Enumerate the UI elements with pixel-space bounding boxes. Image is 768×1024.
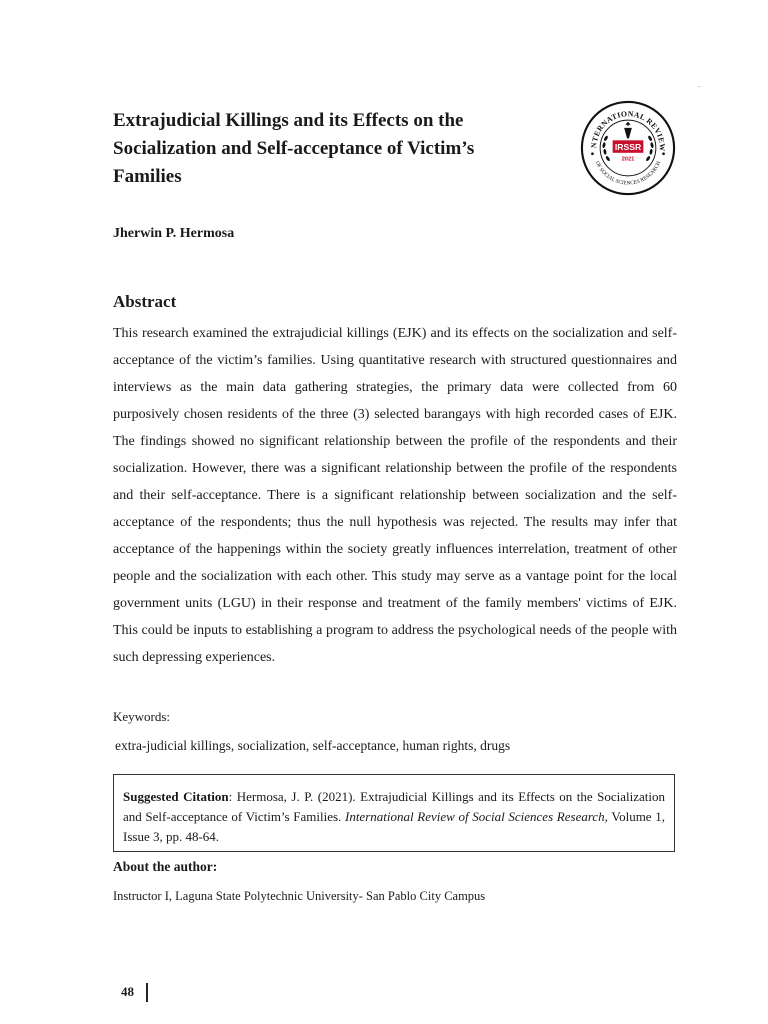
seal-star-right [662,152,665,155]
author-name: Jherwin P. Hermosa [113,226,235,241]
abstract-heading: Abstract [113,292,177,311]
keywords-list: extra-judicial killings, socialization, self-acceptance, human rights, drugs [115,738,511,753]
citation-text: : Hermosa, J. P. (2021). Extrajudicial Killings and its Effects on the Socialization and Self-acceptance of Victim’s Families. [123,789,665,824]
citation-label: Suggested Citation [123,789,229,804]
paper-title: Extrajudicial Killings and its Effects on the Socialization and Self-acceptance of Victim’s Families [113,110,475,187]
citation-journal: International Review of Social Sciences Research, [344,809,608,824]
author-affiliation: Instructor I, Laguna State Polytechnic University- San Pablo City Campus [113,889,486,903]
seal-badge-text: IRSSR [614,141,642,152]
citation-volume: Volume 1, Issue 3, pp. 48-64. [123,809,665,844]
suggested-citation-box [113,774,675,852]
seal-bottom-text: OF SOCIAL SCIENCES RESEARCH [593,160,663,187]
seal-top-text: NTERNATIONAL REVIEW [589,109,667,152]
seal-star-left [591,152,594,155]
corner-mark: . [698,80,700,89]
abstract-body: This research examined the extrajudicial killings (EJK) and its effects on the socialization and self-acceptance of the victim’s families. Using quantitative research with structured questionnaires and interviews as the main data gathering strategies, the primary data were collected from 60 purposively chosen residents of the three (3) selected barangays with high recorded cases of EJK. The findings showed no significant relationship between the profile of the respondents and their socialization. However, there was a significant relationship between the profile of the respondents and their self-acceptance. There is a significant relationship between socialization and the self-acceptance of the respondents; thus the null hypothesis was rejected. The results may infer that acceptance of the happenings within the society greatly influences interrelation, treatment of other people and the socialization with each other. This study may serve as a vantage point for the local government units (LGU) in their response and treatment of the family members' victims of EJK. This could be inputs to establishing a program to address the psychological needs of the people with such depressing experiences. [113,326,677,665]
page-number-divider [146,983,148,1002]
journal-seal-logo [580,100,676,196]
seal-year: 2021 [621,156,635,163]
keywords-label: Keywords: [113,709,171,724]
about-author-heading: About the author: [113,859,218,874]
page-number: 48 [121,984,134,999]
